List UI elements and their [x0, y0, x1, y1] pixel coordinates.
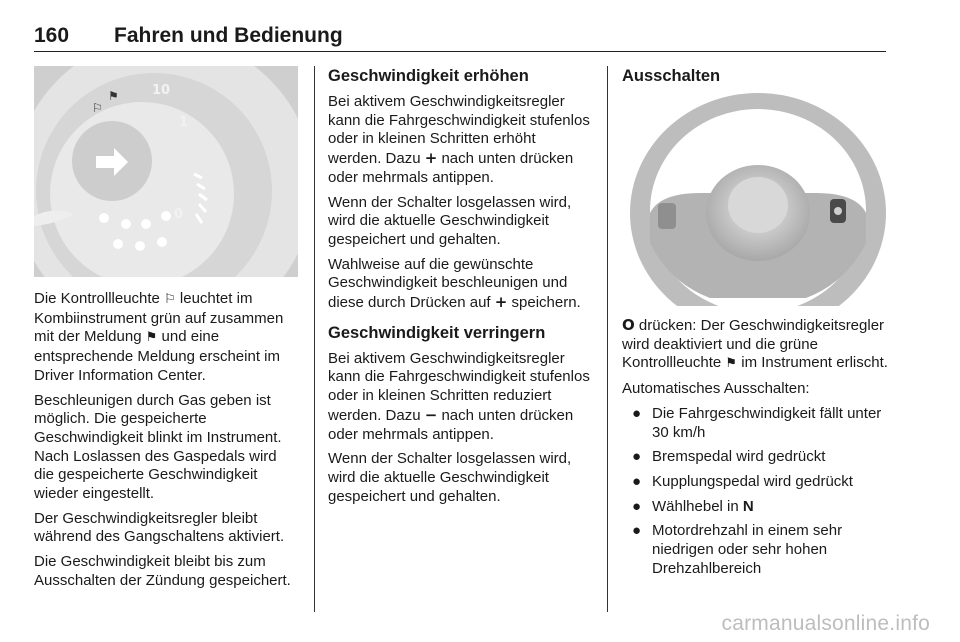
cruise-set-icon: ⚑	[725, 356, 738, 372]
column-left	[34, 66, 298, 597]
paragraph: O drücken: Der Geschwindigkeitsregler wird deaktiviert und die grüne Kontrollleuchte ⚑ im Instrument erlischt.	[622, 316, 888, 372]
paragraph: Wahlweise auf die gewünschte Geschwindigkeit beschleunigen und diese durch Drücken auf + speichern.	[328, 255, 581, 312]
column-divider	[607, 66, 608, 612]
list-item: ● Wählhebel in N	[632, 497, 754, 515]
section-heading: Geschwindigkeit verringern	[328, 323, 546, 342]
bullet: ●	[632, 522, 642, 540]
bullet: ●	[632, 448, 642, 466]
paragraph: Die Geschwindigkeit bleibt bis zum Ausschalten der Zündung gespeichert.	[34, 553, 291, 589]
auto-off-list	[622, 405, 888, 579]
paragraph: Wenn der Schalter losgelassen wird, wird die aktuelle Geschwindigkeit gespeichert und gehalten.	[328, 193, 572, 248]
instrument-cluster-image	[34, 66, 298, 277]
bullet: ●	[632, 497, 642, 515]
list-item: ● Bremspedal wird gedrückt	[632, 448, 826, 466]
bullet: ●	[632, 472, 642, 490]
page-title: Fahren und Bedienung	[114, 24, 343, 47]
svg-text:1: 1	[179, 115, 189, 130]
svg-text:0: 0	[174, 207, 184, 222]
svg-text:⚑: ⚑	[108, 89, 119, 103]
paragraph: Bei aktivem Geschwindigkeitsregler kann die Fahrgeschwindigkeit stufenlos oder in kleinen Schritten reduziert werden. Dazu − nach unten drücken oder mehrmals antippen.	[328, 349, 590, 443]
off-button-icon: O	[622, 316, 635, 334]
column-right	[622, 66, 888, 584]
section-heading: Ausschalten	[622, 67, 721, 85]
steering-wheel-image	[622, 93, 888, 306]
paragraph: Automatisches Ausschalten:	[622, 380, 810, 398]
page-number: 160	[34, 24, 70, 47]
paragraph: Beschleunigen durch Gas geben ist möglich. Die gespeicherte Geschwindigkeit blinkt im Instrument. Nach Loslassen des Gaspedals wird die gespeicherte Geschwindigkeit wieder eingestellt.	[34, 391, 282, 503]
plus-icon: +	[424, 149, 438, 168]
steering-wheel-illustration	[622, 93, 888, 306]
svg-text:⚐: ⚐	[92, 101, 103, 115]
column-divider	[314, 66, 315, 612]
section-heading: Geschwindigkeit erhöhen	[328, 67, 529, 85]
svg-text:10: 10	[152, 83, 171, 98]
column-middle	[328, 66, 592, 512]
list-item: ● Die Fahrgeschwindigkeit fällt unter 30 km/h	[632, 404, 882, 441]
bullet: ●	[632, 404, 642, 422]
cruise-set-icon: ⚑	[145, 330, 158, 346]
paragraph: Wenn der Schalter losgelassen wird, wird die aktuelle Geschwindigkeit gespeichert und gehalten.	[328, 450, 572, 505]
paragraph: Bei aktivem Geschwindigkeitsregler kann die Fahrgeschwindigkeit stufenlos oder in kleinen Schritten erhöht werden. Dazu + nach unten drücken oder mehrmals antippen.	[328, 93, 590, 186]
instrument-cluster-illustration	[34, 66, 298, 277]
list-item: ● Motordrehzahl in einem sehr niedrigen oder sehr hohen Drehzahlbereich	[632, 522, 843, 577]
minus-icon: −	[424, 405, 438, 424]
cruise-control-icon: ⚐	[164, 292, 176, 307]
plus-icon: +	[494, 293, 508, 312]
watermark: carmanualsonline.info	[721, 612, 930, 635]
page-header	[34, 22, 886, 52]
list-item: ● Kupplungspedal wird gedrückt	[632, 472, 853, 490]
paragraph: Die Kontrollleuchte ⚐ leuchtet im Kombiinstrument grün auf zusammen mit der Meldung ⚑ und eine entsprechende Meldung erscheint im Driver Information Center.	[34, 290, 284, 384]
paragraph: Der Geschwindigkeitsregler bleibt während des Gangschaltens aktiviert.	[34, 509, 285, 546]
